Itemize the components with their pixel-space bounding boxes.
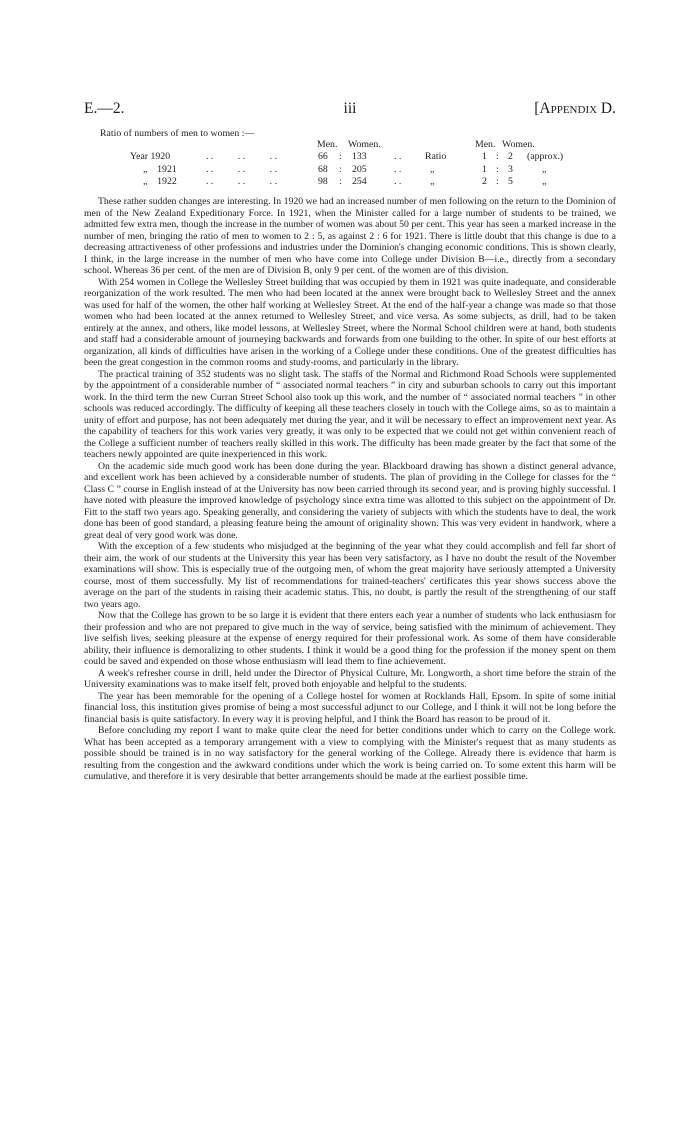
ratio-row: Year 1920 . . . . . . 66 : 133 . . Ratio 1 : 2 (approx.) (130, 151, 564, 163)
report-body (84, 196, 616, 783)
ratio-women: 5 (508, 175, 513, 187)
ratio-row: „ 1921 . . . . . . 68 : 205 . . „ 1 : 3 „ (143, 163, 547, 175)
col-men-header-2: Men. (475, 139, 496, 150)
year-label: Year 1920 (130, 151, 171, 163)
leader-dots: . . . . . . (206, 175, 278, 187)
paragraph: On the academic side much good work has been done during the year. Blackboard drawing has shown a distinct general advance, and excellent work has been achieved by a considerable number of students. The plan of providing in the College for classes for the “ Class C ” course in English instead of at the University has now been carried through its second year, and is proving highly successful. I have noted with pleasure the improved knowledge of psychology since extra time was allotted to this subject on the appointment of Dr. Fitt to the staff two years ago. Speaking generally, and considering the variety of subjects with which the students have to deal, the work done has been of good standard, a pleasing feature being the amount of originality shown. This was very evident in handwork, where a great deal of very good work was done. (84, 460, 616, 541)
page-number: iii (343, 100, 357, 117)
paragraph: The year has been memorable for the opening of a College hostel for women at Rocklands Hall, Epsom. In spite of some initial financial loss, this institution gives promise of being a most successful adjunct to our College, and I think it will not be long before the financial basis is quite satisfactory. In every way it is proving helpful, and I think the Board has reason to be proud of it. (84, 690, 616, 725)
women-count: 254 (352, 175, 367, 187)
paragraph: The practical training of 352 students was no slight task. The staffs of the Normal and Richmond Road Schools were supplemented by the appointment of a considerable number of “ associated normal teachers ” in city and suburban schools to carry out this important work. In the third term the new Curran Street School also took up this work, and the number of “ associated normal teachers ” in other schools was reduced accordingly. The difficulty of keeping all these teachers closely in touch with the College aims, so as to maintain a unity of effort and purpose, has not been adequately met during the year, and it will be necessary to effect an improvement next year. As the capability of teachers for this work varies very greatly, it was only to be expected that we could not get within convenient reach of the College a sufficient number of teachers really skilled in this work. The difficulty has been made greater by the fact that some of the teachers newly appointed are quite inexperienced in this work. (84, 368, 616, 460)
year-label: „ 1922 (143, 175, 177, 187)
ratio-label: „ (430, 163, 435, 175)
ratio-title: Ratio of numbers of men to women :— (100, 128, 255, 139)
ratio-women: 2 (508, 151, 513, 163)
leader-dots: . . (394, 163, 402, 175)
ratio-label: Ratio (425, 151, 447, 163)
leader-dots: . . (394, 175, 402, 187)
women-count: 205 (352, 163, 367, 175)
ratio-men: 1 (482, 163, 487, 175)
women-count: 133 (352, 151, 367, 163)
men-count: 98 (318, 175, 328, 187)
men-count: 68 (318, 163, 328, 175)
col-men-header: Men. (317, 139, 338, 150)
men-count: 66 (318, 151, 328, 163)
ratio-men: 1 (482, 151, 487, 163)
paragraph: With 254 women in College the Wellesley Street building that was occupied by them in 1921 was quite inadequate, and considerable reorganization of the work resulted. The men who had been located at the annex were brought back to Wellesley Street and the annex was used for half of the women, the other half working at Wellesley Street. At the end of the half-year a change was made so that those women who had been located at the annex returned to Wellesley Street, and vice versa. As some subjects, as drill, had to be taken entirely at the annex, and others, like model lessons, at Wellesley Street, where the Normal School children were at hand, both students and staff had a considerable amount of journeying backwards and forwards from one building to the other. In spite of our best efforts at organization, all kinds of difficulties have arisen in the working of a College under these conditions. One of the greatest difficulties has been the great congestion in the common rooms and study-rooms, and particularly in the library. (84, 276, 616, 368)
page-header (84, 100, 616, 118)
paragraph: Now that the College has grown to be so large it is evident that there enters each year a number of students who lack enthusiasm for their profession and who are not prepared to give much in the way of service, being satisfied with the minimum of achievement. They live selfish lives, seeking pleasure at the expense of energy required for their professional work. As some of them have considerable ability, their influence is demoralizing to other students. I think it would be a good thing for the profession if the money spent on them could be saved and expended on those whose enthusiasm will lead them to fine achievement. (84, 610, 616, 667)
paragraph: A week's refresher course in drill, held under the Director of Physical Culture, Mr. Longworth, a short time before the strain of the University examinations was to make itself felt, proved both enjoyable and helpful to the students. (84, 667, 616, 690)
ratio-label: „ (430, 175, 435, 187)
col-women-header: Women. (348, 139, 381, 150)
ratio-table (130, 139, 590, 188)
ratio-note: (approx.) (527, 151, 564, 163)
ratio-header-row (130, 139, 590, 151)
paragraph: Before concluding my report I want to make quite clear the need for better conditions under which to carry on the College work. What has been accepted as a temporary arrangement with a view to complying with the Minister's request that as many students as possible should be trained is in no way satisfactory for the general working of the College. Already there is evidence that harm is resulting from the congestion and the awkward conditions under which the work is being carried on. To some extent this harm will be cumulative, and therefore it is very desirable that better arrangements should be made at the earliest possible time. (84, 725, 616, 782)
leader-dots: . . . . . . (206, 151, 278, 163)
ratio-note: „ (542, 175, 547, 187)
ratio-women: 3 (508, 163, 513, 175)
document-reference: E.—2. (84, 100, 125, 117)
paragraph: These rather sudden changes are interesting. In 1920 we had an increased number of men following on the return to the Dominion of men of the New Zealand Expeditionary Force. In 1921, when the Minister called for a large number of students to be trained, we admitted few extra men, though the increase in the number of women was about 50 per cent. This year has seen a marked increase in the number of men, bringing the ratio of men to women to 2 : 5, as against 2 : 6 for 1921. There is little doubt that this change is due to a decreasing attractiveness of other professions and industries under the Dominion's changing economic conditions. This is shown clearly, I think, in the large increase in the number of men who have come into College under Division B—i.e., directly from a secondary school. Whereas 36 per cent. of the men are of Division B, only 9 per cent. of the women are of this division. (84, 196, 616, 276)
paragraph: With the exception of a few students who misjudged at the beginning of the year what they could accomplish and fell far short of their aim, the work of our students at the University this year has been very satisfactory, as I have no doubt the result of the November examinations will show. This is especially true of the outgoing men, of whom the great majority have seriously attempted a University course, most of them successfully. My list of recommendations for trained-teachers' certificates this year shows success above the average on the part of the students in raising their academic status. This, no doubt, is partly the result of the strengthening of our staff two years ago. (84, 541, 616, 610)
ratio-row: „ 1922 . . . . . . 98 : 254 . . „ 2 : 5 „ (143, 175, 547, 187)
leader-dots: . . (394, 151, 402, 163)
appendix-label: [Appendix D. (534, 100, 616, 117)
col-women-header-2: Women. (502, 139, 535, 150)
ratio-men: 2 (482, 175, 487, 187)
leader-dots: . . . . . . (206, 163, 278, 175)
ratio-note: „ (542, 163, 547, 175)
year-label: „ 1921 (143, 163, 177, 175)
